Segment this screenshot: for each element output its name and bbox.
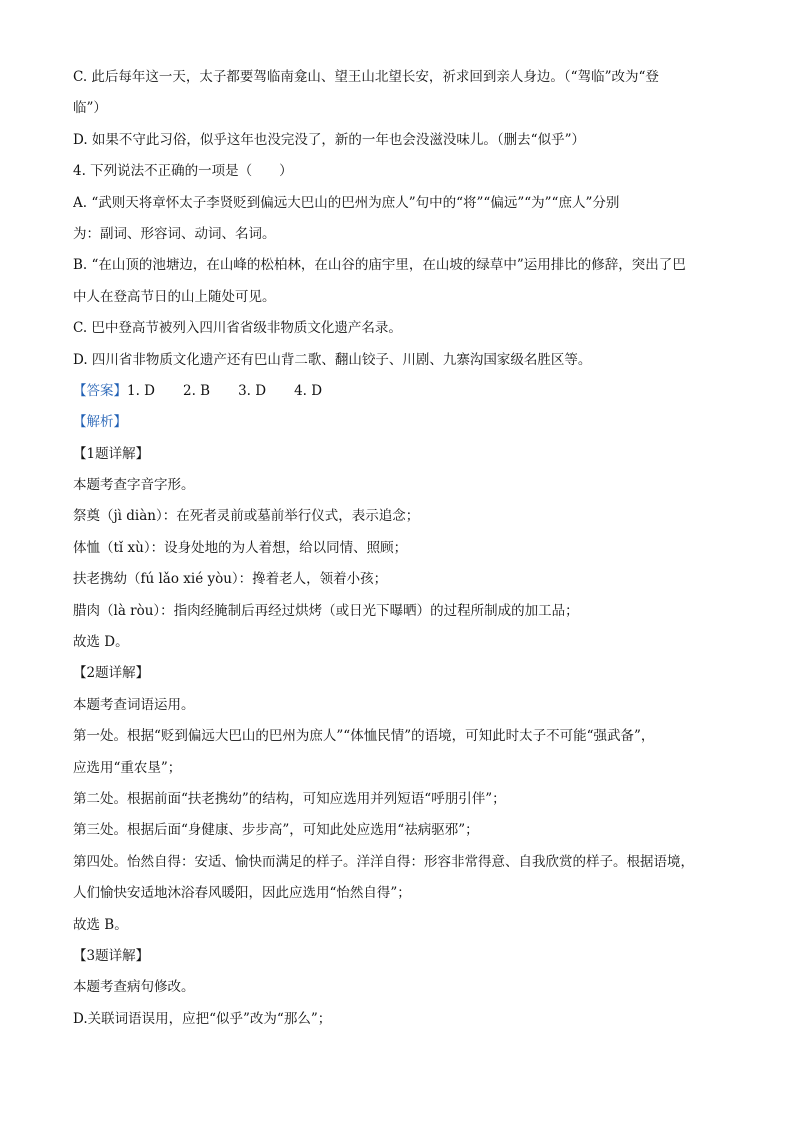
- answer-4: 4. D: [294, 382, 323, 399]
- q2-point-1-line-1: 第一处。根据“贬到偏远大巴山的巴州为庶人”“体恤民情”的语境，可知此时太子不可能“强武备”，: [73, 728, 655, 745]
- answer-values: [127, 383, 322, 399]
- option-d-line: D. 如果不守此习俗，似乎这年也没完没了，新的一年也会没滋没味儿。（删去“似乎”）: [73, 131, 585, 148]
- answer-tag: 【答案】: [73, 382, 127, 399]
- question-4-stem: 4. 下列说法不正确的一项是（ ）: [73, 163, 293, 180]
- q4-option-c-line: C. 巴中登高节被列入四川省省级非物质文化遗产名录。: [73, 320, 402, 337]
- answer-2: 2. B: [183, 382, 211, 399]
- document-page: [73, 62, 733, 1035]
- q1-item-larou: 腊肉（là ròu）：指肉经腌制后再经过烘烤（或日光下曝晒）的过程所制成的加工品；: [73, 602, 579, 619]
- q2-point-3: 第三处。根据后面“身健康、步步高”，可知此处应选用“祛病驱邪”；: [73, 822, 479, 839]
- q4-option-a-line-1: A. “武则天将章怀太子李贤贬到偏远大巴山的巴州为庶人”句中的“将”“偏远”“为”“庶人”分别: [73, 194, 620, 211]
- q2-detail-heading: 【2题详解】: [73, 665, 150, 682]
- q2-point-4-line-2: 人们愉快安适地沐浴春风暖阳，因此应选用“怡然自得”；: [73, 885, 411, 902]
- q1-conclusion: 故选 D。: [73, 634, 129, 651]
- q2-point-4-line-1: 第四处。怡然自得：安适、愉快而满足的样子。洋洋自得：形容非常得意、自我欣赏的样子。根据语境，: [73, 853, 694, 870]
- q2-point-2: 第二处。根据前面“扶老携幼”的结构，可知应选用并列短语“呼朋引伴”；: [73, 790, 506, 807]
- q4-option-b-line-2: 中人在登高节日的山上随处可见。: [73, 288, 276, 305]
- option-c-line-1: C. 此后每年这一天，太子都要驾临南龛山、望王山北望长安，祈求回到亲人身边。（“驾临”改为“登: [73, 69, 659, 85]
- q3-detail-heading: 【3题详解】: [73, 947, 150, 964]
- q1-item-tixu: 体恤（tǐ xù）：设身处地的为人着想，给以同情、照顾；: [73, 539, 408, 556]
- analysis-tag: 【解析】: [73, 414, 127, 431]
- answer-3: 3. D: [238, 382, 267, 399]
- q1-item-fulaoxieyou: 扶老携幼（fú lǎo xié yòu）：搀着老人，领着小孩；: [73, 571, 388, 588]
- answer-1: 1. D: [127, 382, 155, 399]
- analysis-line: [73, 407, 733, 438]
- q2-point-1-line-2: 应选用“重农垦”；: [73, 759, 182, 776]
- option-c-line-2: 临”）: [73, 100, 107, 117]
- q3-topic: 本题考查病句修改。: [73, 979, 195, 996]
- q1-detail-heading: 【1题详解】: [73, 445, 150, 462]
- q4-option-a-line-2: 为：副词、形容词、动词、名词。: [73, 225, 276, 242]
- q3-point-d: D.关联词语误用，应把“似乎”改为“那么”；: [73, 1010, 332, 1027]
- q2-topic: 本题考查词语运用。: [73, 696, 195, 713]
- answer-line: [73, 376, 733, 407]
- q2-conclusion: 故选 B。: [73, 916, 128, 933]
- q4-option-d-line: D. 四川省非物质文化遗产还有巴山背二歌、翻山铰子、川剧、九寨沟国家级名胜区等。: [73, 351, 592, 368]
- q4-option-b-line-1: B. “在山顶的池塘边，在山峰的松柏林，在山谷的庙宇里，在山坡的绿草中”运用排比的修辞，突出了巴: [73, 257, 686, 274]
- q1-topic: 本题考查字音字形。: [73, 477, 195, 494]
- q1-item-jidian: 祭奠（jì diàn）：在死者灵前或墓前举行仪式，表示追念；: [73, 508, 420, 525]
